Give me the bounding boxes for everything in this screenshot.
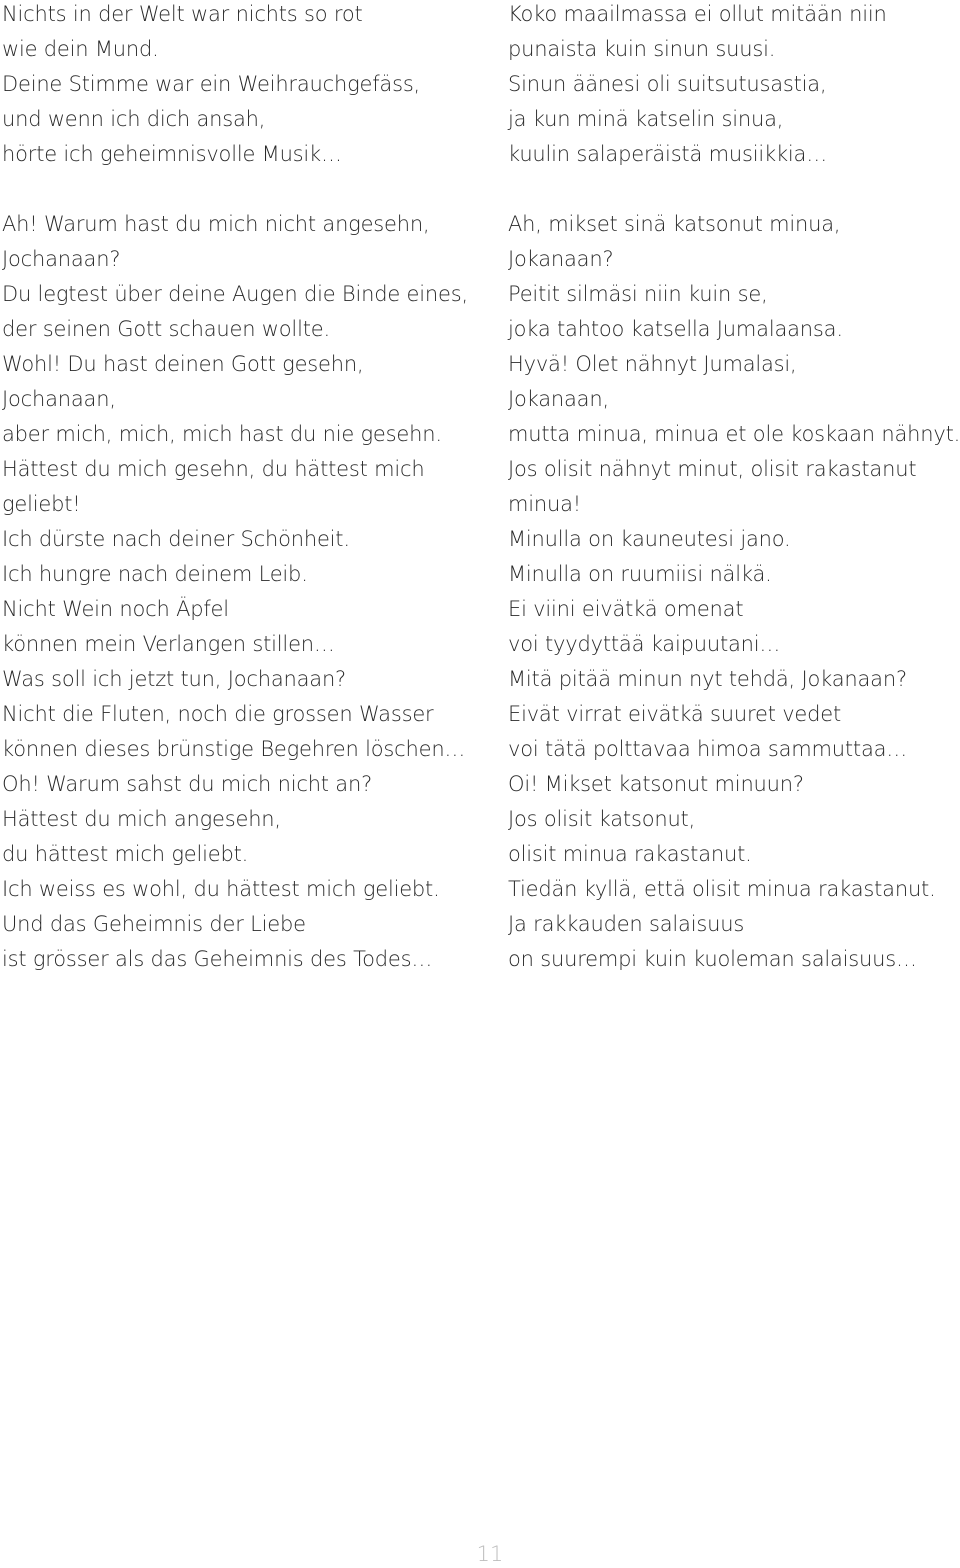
german-stanza-1 [2, 0, 492, 172]
german-line: Hättest du mich gesehn, du hättest mich [2, 457, 425, 481]
german-line: Deine Stimme war ein Weihrauchgefäss, [2, 72, 421, 96]
german-line: der seinen Gott schauen wollte. [2, 317, 330, 341]
german-line: Und das Geheimnis der Liebe [2, 912, 306, 936]
finnish-line: minua! [508, 492, 581, 516]
finnish-line: Jos olisit nähnyt minut, olisit rakastanut [508, 457, 917, 481]
german-line: geliebt! [2, 492, 81, 516]
finnish-line: Jos olisit katsonut, [508, 807, 696, 831]
finnish-line: Tiedän kyllä, että olisit minua rakastanut. [508, 877, 936, 901]
german-line: Ah! Warum hast du mich nicht angesehn, [2, 212, 430, 236]
german-line: Du legtest über deine Augen die Binde eines, [2, 282, 468, 306]
finnish-line: Jokanaan? [508, 247, 614, 271]
finnish-line: Ja rakkauden salaisuus [508, 912, 745, 936]
german-line: Jochanaan, [2, 387, 116, 411]
german-line: Nicht Wein noch Äpfel [2, 597, 229, 621]
page-number: 11 [476, 1542, 504, 1566]
german-line: Was soll ich jetzt tun, Jochanaan? [2, 667, 346, 691]
finnish-text-column [508, 0, 958, 977]
german-line: Jochanaan? [2, 247, 121, 271]
german-line: du hättest mich geliebt. [2, 842, 249, 866]
finnish-stanza-2 [508, 207, 958, 977]
german-line: Nicht die Fluten, noch die grossen Wasser [2, 702, 434, 726]
finnish-line: Koko maailmassa ei ollut mitään niin [508, 2, 887, 26]
german-line: aber mich, mich, mich hast du nie gesehn. [2, 422, 442, 446]
finnish-line: Mitä pitää minun nyt tehdä, Jokanaan? [508, 667, 907, 691]
finnish-line: voi tyydyttää kaipuutani… [508, 632, 781, 656]
finnish-line: Ei viini eivätkä omenat [508, 597, 744, 621]
german-stanza-2 [2, 207, 492, 977]
finnish-line: Sinun äänesi oli suitsutusastia, [508, 72, 827, 96]
german-line: können dieses brünstige Begehren löschen… [2, 737, 466, 761]
finnish-line: Minulla on ruumiisi nälkä. [508, 562, 772, 586]
finnish-line: olisit minua rakastanut. [508, 842, 752, 866]
finnish-line: mutta minua, minua et ole koskaan nähnyt. [508, 422, 960, 446]
finnish-line: Hyvä! Olet nähnyt Jumalasi, [508, 352, 797, 376]
german-line: ist grösser als das Geheimnis des Todes… [2, 947, 433, 971]
finnish-line: Peitit silmäsi niin kuin se, [508, 282, 768, 306]
german-line: können mein Verlangen stillen… [2, 632, 335, 656]
finnish-line: punaista kuin sinun suusi. [508, 37, 776, 61]
finnish-line: Jokanaan, [508, 387, 609, 411]
german-line: Oh! Warum sahst du mich nicht an? [2, 772, 373, 796]
finnish-line: voi tätä polttavaa himoa sammuttaa… [508, 737, 908, 761]
finnish-stanza-1 [508, 0, 958, 172]
german-line: Hättest du mich angesehn, [2, 807, 281, 831]
german-line: hörte ich geheimnisvolle Musik… [2, 142, 342, 166]
finnish-line: Minulla on kauneutesi jano. [508, 527, 791, 551]
german-line: Ich hungre nach deinem Leib. [2, 562, 308, 586]
german-text-column [2, 0, 492, 977]
finnish-line: Ah, mikset sinä katsonut minua, [508, 212, 841, 236]
german-line: Wohl! Du hast deinen Gott gesehn, [2, 352, 364, 376]
german-line: Ich weiss es wohl, du hättest mich geliebt. [2, 877, 440, 901]
finnish-line: ja kun minä katselin sinua, [508, 107, 784, 131]
finnish-line: Eivät virrat eivätkä suuret vedet [508, 702, 842, 726]
finnish-line: kuulin salaperäistä musiikkia… [508, 142, 828, 166]
german-line: Ich dürste nach deiner Schönheit. [2, 527, 350, 551]
finnish-line: on suurempi kuin kuoleman salaisuus… [508, 947, 917, 971]
german-line: Nichts in der Welt war nichts so rot [2, 2, 363, 26]
german-line: und wenn ich dich ansah, [2, 107, 266, 131]
finnish-line: joka tahtoo katsella Jumalaansa. [508, 317, 843, 341]
german-line: wie dein Mund. [2, 37, 159, 61]
finnish-line: Oi! Mikset katsonut minuun? [508, 772, 804, 796]
